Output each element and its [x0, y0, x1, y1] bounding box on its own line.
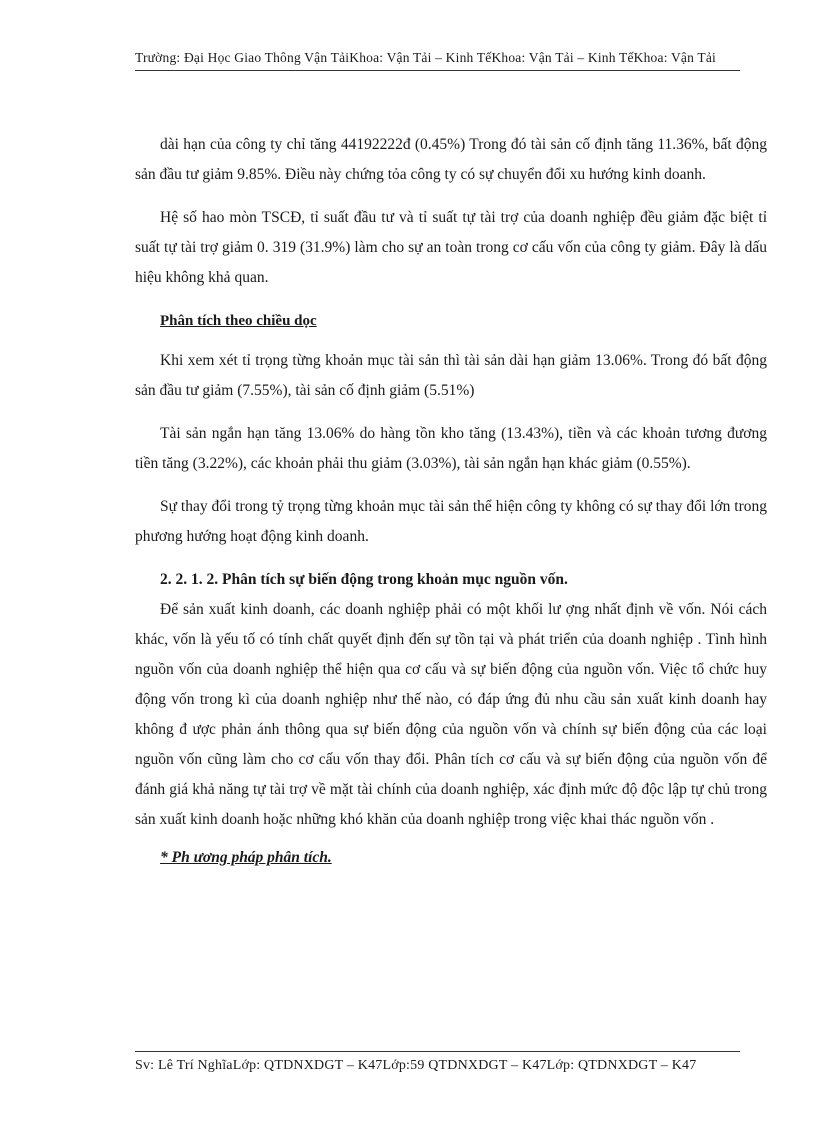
paragraph-capital-sources: Để sản xuất kinh doanh, các doanh nghiệp phải có một khối lư ợng nhất định về vốn. Nói cách khác, vốn là yếu tố có tính chất quyết định đến sự tồn tại và phát triển của doanh nghiệp . Tình hình nguồn vốn của doanh nghiệp thể hiện qua cơ cấu và sự biến động của nguồn vốn. Việc tổ chức huy động vốn trong kì của doanh nghiệp như thế nào, có đáp ứng đủ nhu cầu sản xuất kinh doanh hay không đ ược phản ánh thông qua sự biến động của nguồn vốn và chính sự biến động của các loại nguồn vốn cũng làm cho cơ cấu vốn thay đổi. Phân tích cơ cấu và sự biến động của nguồn vốn để đánh giá khả năng tự tài trợ về mặt tài chính của doanh nghiệp, xác định mức độ độc lập tự chủ trong sản xuất kinh doanh hoặc những khó khăn của doanh nghiệp trong việc khai thác nguồn vốn . [135, 601, 767, 828]
page-footer: Sv: Lê Trí NghĩaLớp: QTDNXDGT – K47Lớp:59 QTDNXDGT – K47Lớp: QTDNXDGT – K47 [135, 1058, 697, 1073]
paragraph-long-term-assets: dài hạn của công ty chỉ tăng 44192222đ (0.45%) Trong đó tài sản cố định tăng 11.36%, bất động sản đầu tư giảm 9.85%. Điều này chứng tỏa công ty có sự chuyển đổi xu hướng kinh doanh. [135, 136, 767, 183]
footer-divider [135, 1051, 740, 1052]
heading-vertical-analysis: Phân tích theo chiều dọc [160, 313, 317, 329]
section-heading-capital-sources: 2. 2. 1. 2. Phân tích sự biến động trong khoản mục nguồn vốn. [160, 571, 568, 588]
page-header: Trường: Đại Học Giao Thông Vận TảiKhoa: Vận Tải – Kinh TếKhoa: Vận Tải – Kinh TếKhoa: Vận Tải [135, 50, 716, 65]
paragraph-short-term-assets: Tài sản ngắn hạn tăng 13.06% do hàng tồn kho tăng (13.43%), tiền và các khoản tương đương tiền tăng (3.22%), các khoản phải thu giảm (3.03%), tài sản ngắn hạn khác giảm (0.55%). [135, 425, 767, 472]
document-body [135, 130, 767, 873]
paragraph-asset-change: Sự thay đổi trong tỷ trọng từng khoản mục tài sản thể hiện công ty không có sự thay đổi lớn trong phương hướng hoạt động kinh doanh. [135, 498, 767, 545]
paragraph-depreciation-ratio: Hệ số hao mòn TSCĐ, tỉ suất đầu tư và tỉ suất tự tài trợ của doanh nghiệp đều giảm đặc biệt tỉ suất tự tài trợ giảm 0. 319 (31.9%) làm cho sự an toàn trong cơ cấu vốn của công ty giảm. Đây là dấu hiệu không khả quan. [135, 209, 767, 286]
header-divider [135, 70, 740, 71]
paragraph-asset-proportion: Khi xem xét tỉ trọng từng khoản mục tài sản thì tài sản dài hạn giảm 13.06%. Trong đó bất động sản đầu tư giảm (7.55%), tài sản cố định giảm (5.51%) [135, 352, 767, 399]
heading-analysis-method: * Ph ương pháp phân tích. [160, 849, 332, 866]
